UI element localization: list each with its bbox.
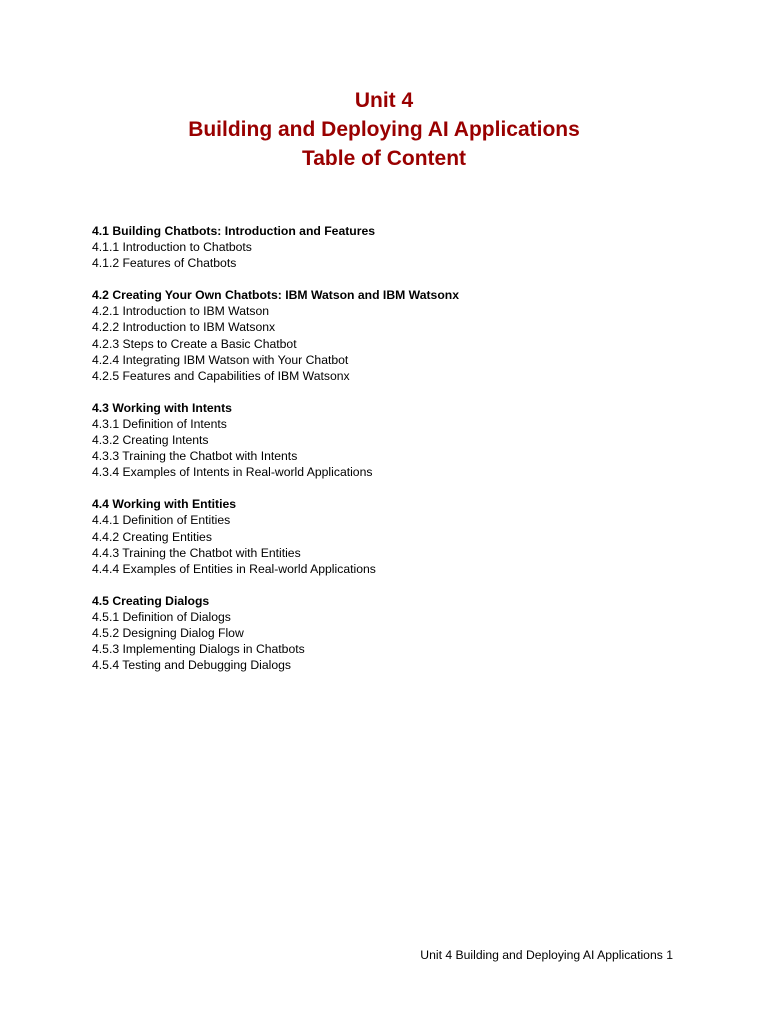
title-course: Building and Deploying AI Applications [188,118,580,141]
toc-item: 4.1.1 Introduction to Chatbots [92,240,252,255]
toc-item: 4.3.1 Definition of Intents [92,416,227,431]
toc-item: 4.2.5 Features and Capabilities of IBM Watsonx [92,368,350,383]
toc-item: 4.4.3 Training the Chatbot with Entities [92,545,301,560]
toc-item: 4.2.2 Introduction to IBM Watsonx [92,320,276,335]
toc-item: 4.5.2 Designing Dialog Flow [92,625,244,640]
toc-item: 4.2.4 Integrating IBM Watson with Your Chatbot [92,352,349,367]
page-footer: Unit 4 Building and Deploying AI Applications 1 [420,948,673,962]
toc-item: 4.5.3 Implementing Dialogs in Chatbots [92,642,305,657]
page-title [0,86,768,173]
title-toc: Table of Content [301,147,467,170]
toc-item: 4.1.2 Features of Chatbots [92,256,237,271]
toc-section-4-3 [92,400,712,480]
toc-item: 4.4.1 Definition of Entities [92,513,231,528]
toc-item: 4.2.1 Introduction to IBM Watson [92,304,270,319]
toc-section-heading: 4.3 Working with Intents [92,400,232,415]
toc-item: 4.4.2 Creating Entities [92,529,212,544]
toc-item: 4.5.1 Definition of Dialogs [92,609,231,624]
title-unit: Unit 4 [354,89,414,112]
toc-section-4-5 [92,593,712,673]
toc-item: 4.4.4 Examples of Entities in Real-world Applications [92,561,376,576]
toc-section-heading: 4.4 Working with Entities [92,497,237,512]
toc-item: 4.2.3 Steps to Create a Basic Chatbot [92,336,297,351]
toc-section-4-1 [92,223,712,271]
toc-section-heading: 4.5 Creating Dialogs [92,593,210,608]
toc-section-heading: 4.2 Creating Your Own Chatbots: IBM Watson and IBM Watsonx [92,288,459,303]
toc-item: 4.3.2 Creating Intents [92,433,209,448]
toc-item: 4.5.4 Testing and Debugging Dialogs [92,658,291,673]
toc-section-4-2 [92,287,712,384]
toc-item: 4.3.3 Training the Chatbot with Intents [92,449,298,464]
toc-section-4-4 [92,496,712,576]
toc-section-heading: 4.1 Building Chatbots: Introduction and Features [92,224,376,238]
toc-item: 4.3.4 Examples of Intents in Real-world Applications [92,465,373,480]
table-of-contents [92,223,712,689]
